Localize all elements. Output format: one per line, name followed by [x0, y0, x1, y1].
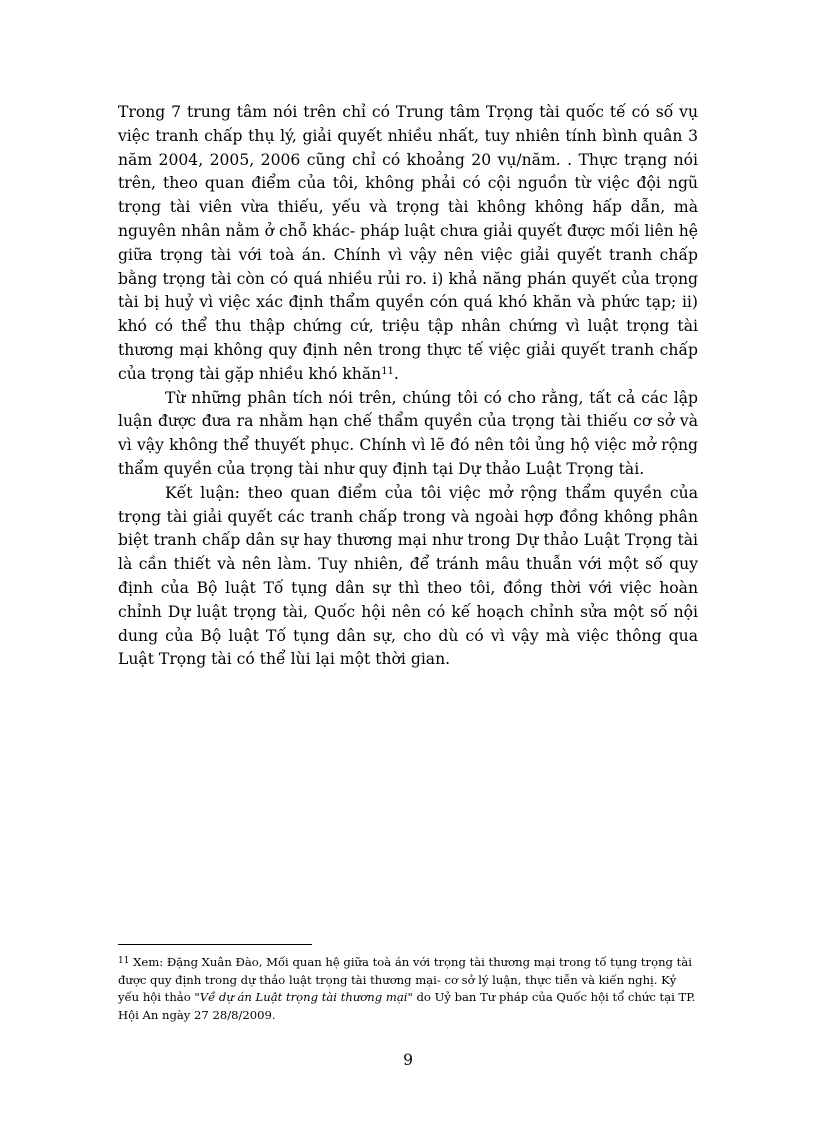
footnote-title: "Về dự án Luật trọng tài thương mại": [194, 990, 413, 1005]
paragraph-1: [118, 101, 698, 387]
page-number: 9: [403, 1051, 413, 1069]
paragraph-1-end: .: [393, 364, 399, 383]
paragraph-2: Từ những phân tích nói trên, chúng tôi có cho rằng, tất cả các lập luận được đưa ra nhằm hạn chế thẩm quyền của trọng tài thiếu cơ sở và vì vậy không thể thuyết phục. Chính vì lẽ đó nên tôi ủng hộ việc mở rộng thẩm quyền của trọng tài như quy định tại Dự thảo Luật Trọng tài.: [118, 388, 698, 478]
paragraph-3: Kết luận: theo quan điểm của tôi việc mở rộng thẩm quyền của trọng tài giải quyết các tranh chấp trong và ngoài hợp đồng không phân biệt tranh chấp dân sự hay thương mại như trong Dự thảo Luật Trọng tài là cần thiết và nên làm. Tuy nhiên, để tránh mâu thuẫn với một số quy định của Bộ luật Tố tụng dân sự thì theo tôi, đồng thời với việc hoàn chỉnh Dự luật trọng tài, Quốc hội nên có kế hoạch chỉnh sửa một số nội dung của Bộ luật Tố tụng dân sự, cho dù có vì vậy mà việc thông qua Luật Trọng tài có thể lùi lại một thời gian.: [118, 483, 698, 669]
footnote-text-before: Xem: Đặng Xuân Đào, Mối quan hệ giữa toà án với trọng tài thương mại trong tố tụng trọng tài được quy định trong dự thảo luật trọng tài thương mại- cơ sở lý luận, thực tiễn và kiến nghị. Kỷ yếu hội thảo: [118, 955, 692, 1005]
footnote-number: 11: [118, 956, 130, 966]
paragraph-1-text: Trong 7 trung tâm nói trên chỉ có Trung tâm Trọng tài quốc tế có số vụ việc tranh chấp thụ lý, giải quyết nhiều nhất, tuy nhiên tính bình quân 3 năm 2004, 2005, 2006 cũng chỉ có khoảng 20 vụ/năm. . Thực trạng nói trên, theo quan điểm của tôi, không phải có cội nguồn từ việc đội ngũ trọng tài viên vừa thiếu, yếu và trọng tài không không hấp dẫn, mà nguyên nhân nằm ở chỗ khác- pháp luật chưa giải quyết được mối liên hệ giữa trọng tài với toà án. Chính vì vậy nên việc giải quyết tranh chấp bằng trọng tài còn có quá nhiều rủi ro. i) khả năng phán quyết của trọng tài bị huỷ vì việc xác định thẩm quyền cón quá khó khăn và phức tạp; ii) khó có thể thu thập chứng cứ, triệu tập nhân chứng vì luật trọng tài thương mại không quy định nên trong thực tế việc giải quyết tranh chấp của trọng tài gặp nhiều khó khăn: [118, 103, 698, 383]
body-text: [118, 101, 698, 672]
footnote-text-after: do Uỷ ban Tư pháp của Quốc hội tổ chức tại TP. Hội An ngày 27 28/8/2009.: [118, 990, 696, 1022]
footnote: [118, 954, 698, 1024]
footnote-reference[interactable]: 11: [381, 365, 394, 377]
footnote-separator: [118, 944, 312, 945]
